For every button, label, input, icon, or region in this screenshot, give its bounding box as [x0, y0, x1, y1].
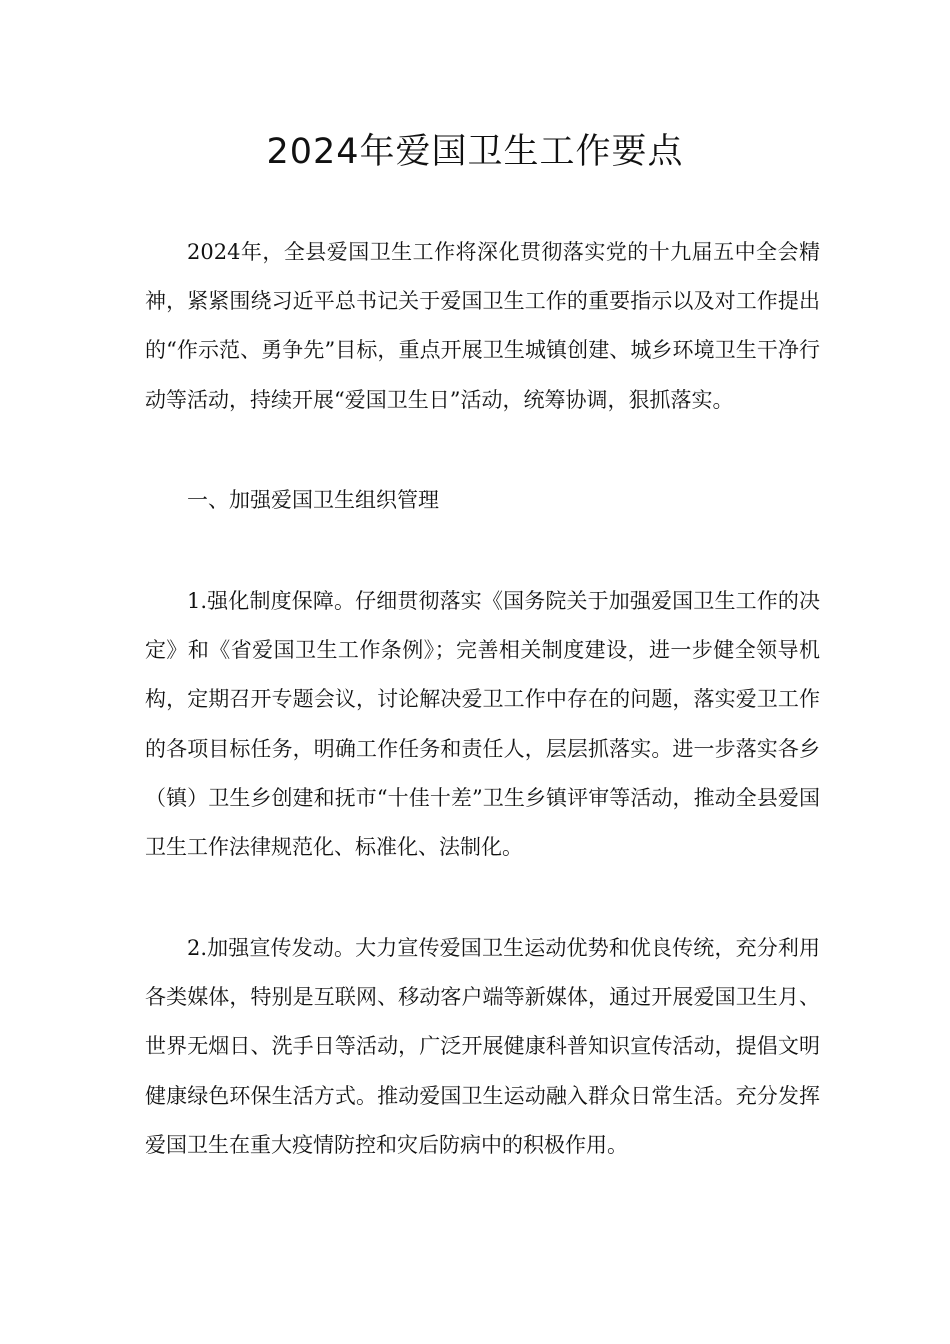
intro-paragraph: 2024年，全县爱国卫生工作将深化贯彻落实党的十九届五中全会精神，紧紧围绕习近平总书记关于爱国卫生工作的重要指示以及对工作提出的“作示范、勇争先”目标，重点开展卫生城镇创建、城乡环境卫生干净行动等活动，持续开展“爱国卫生日”活动，统筹协调，狠抓落实。: [145, 240, 820, 412]
item-paragraph-2: 2.加强宣传发动。大力宣传爱国卫生运动优势和优良传统，充分利用各类媒体，特别是互联网、移动客户端等新媒体，通过开展爱国卫生月、世界无烟日、洗手日等活动，广泛开展健康科普知识宣传活动，提倡文明健康绿色环保生活方式。推动爱国卫生运动融入群众日常生活。充分发挥爱国卫生在重大疫情防控和灾后防病中的积极作用。: [145, 936, 820, 1157]
section-heading: 一、加强爱国卫生组织管理: [187, 488, 439, 512]
document-title: 2024年爱国卫生工作要点: [266, 132, 684, 172]
item-paragraph-1: 1.强化制度保障。仔细贯彻落实《国务院关于加强爱国卫生工作的决定》和《省爱国卫生工作条例》；完善相关制度建设，进一步健全领导机构，定期召开专题会议，讨论解决爱卫工作中存在的问题，落实爱卫工作的各项目标任务，明确工作任务和责任人，层层抓落实。进一步落实各乡（镇）卫生乡创建和抚市“十佳十差”卫生乡镇评审等活动，推动全县爱国卫生工作法律规范化、标准化、法制化。: [145, 589, 820, 860]
